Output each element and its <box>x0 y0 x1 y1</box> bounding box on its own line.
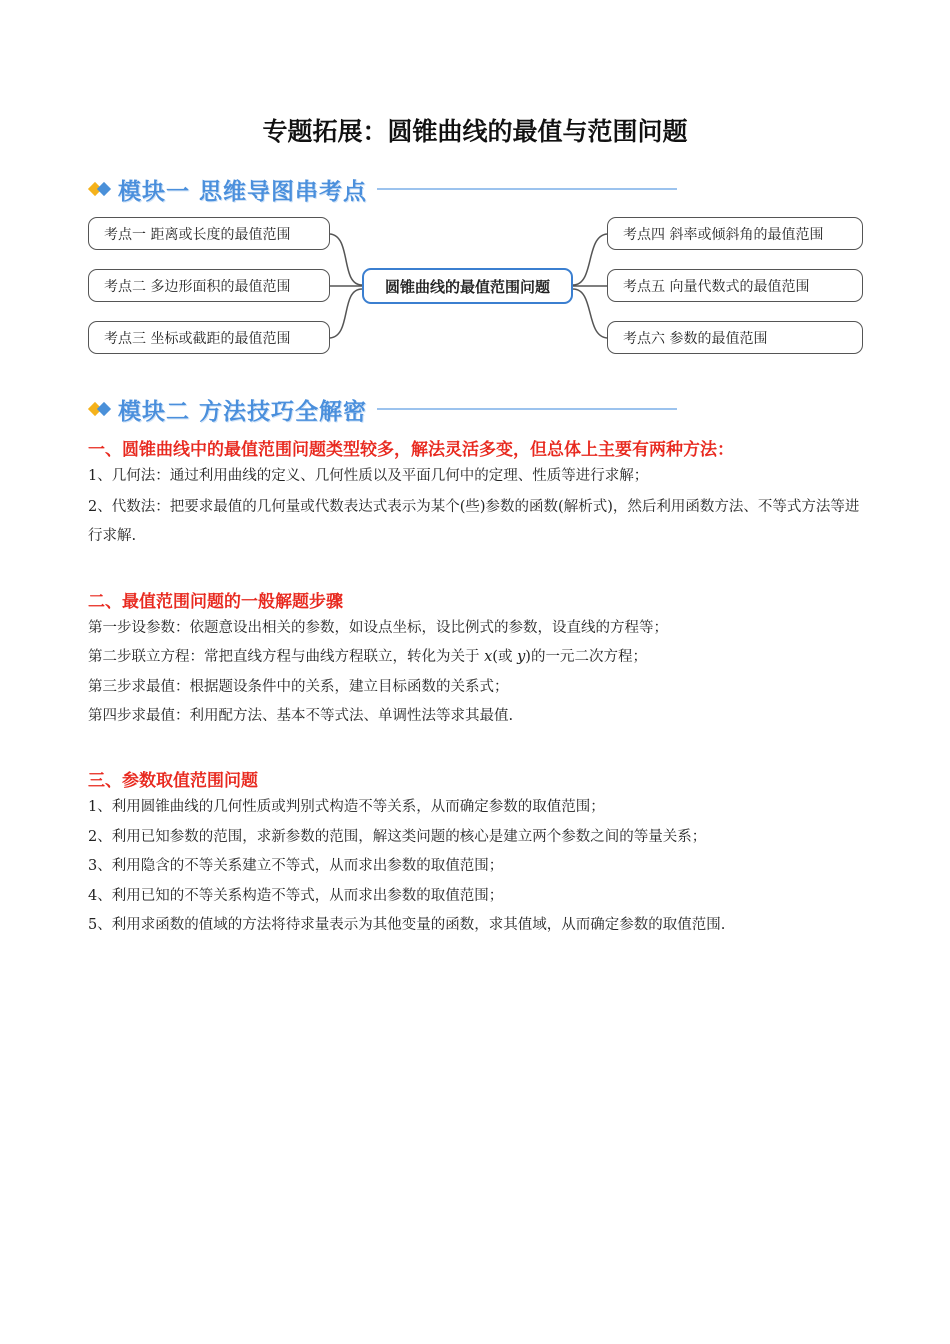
module-two-divider <box>377 408 677 410</box>
connector-right-3 <box>573 289 607 338</box>
connector-left-1 <box>330 234 362 285</box>
section-one-para-1: 1、几何法：通过利用曲线的定义、几何性质以及平面几何中的定理、性质等进行求解； <box>88 468 649 484</box>
section-two-heading: 二、最值范围问题的一般解题步骤 <box>88 592 343 612</box>
list-item: 5、利用求函数的值域的方法将待求量表示为其他变量的函数，求其值域，从而确定参数的取值范围. <box>88 917 726 933</box>
mindmap-node-1: 考点一 距离或长度的最值范围 <box>88 217 330 250</box>
mindmap-center-node: 圆锥曲线的最值范围问题 <box>362 268 573 304</box>
section-one-para-2: 2、代数法：把要求最值的几何量或代数表达式表示为某个(些)参数的函数(解析式)，然后利用函数方法、不等式方法等进行求解. <box>88 499 860 544</box>
module-one-header <box>88 172 677 206</box>
module-two-label: 模块二 方法技巧全解密 <box>118 398 368 425</box>
connector-right-1 <box>573 234 607 285</box>
section-three-heading: 三、参数取值范围问题 <box>88 771 258 791</box>
page-title: 专题拓展：圆锥曲线的最值与范围问题 <box>262 117 688 146</box>
mindmap-node-5: 考点五 向量代数式的最值范围 <box>607 269 863 302</box>
list-item: 1、利用圆锥曲线的几何性质或判别式构造不等关系，从而确定参数的取值范围； <box>88 799 605 815</box>
module-two-header <box>88 392 677 426</box>
diamond-icon <box>88 399 114 419</box>
module-one-label: 模块一 思维导图串考点 <box>118 178 368 205</box>
list-item: 3、利用隐含的不等关系建立不等式，从而求出参数的取值范围； <box>88 858 504 874</box>
connector-left-3 <box>330 289 362 338</box>
section-one-heading: 一、圆锥曲线中的最值范围问题类型较多，解法灵活多变，但总体上主要有两种方法： <box>88 440 734 460</box>
module-one-divider <box>377 188 677 190</box>
mindmap-node-3: 考点三 坐标或截距的最值范围 <box>88 321 330 354</box>
step-one: 第一步设参数：依题意设出相关的参数，如设点坐标，设比例式的参数，设直线的方程等； <box>88 620 668 636</box>
mindmap-node-6: 考点六 参数的最值范围 <box>607 321 863 354</box>
step-three: 第三步求最值：根据题设条件中的关系，建立目标函数的关系式； <box>88 679 509 695</box>
mindmap-node-4: 考点四 斜率或倾斜角的最值范围 <box>607 217 863 250</box>
list-item: 4、利用已知的不等关系构造不等式，从而求出参数的取值范围； <box>88 888 504 904</box>
step-four: 第四步求最值：利用配方法、基本不等式法、单调性法等求其最值. <box>88 708 514 724</box>
diamond-icon <box>88 179 114 199</box>
step-two: 第二步联立方程：常把直线方程与曲线方程联立，转化为关于 x(或 y)的一元二次方程； <box>88 649 647 665</box>
mindmap-node-2: 考点二 多边形面积的最值范围 <box>88 269 330 302</box>
list-item: 2、利用已知参数的范围，求新参数的范围，解这类问题的核心是建立两个参数之间的等量关系； <box>88 829 707 845</box>
